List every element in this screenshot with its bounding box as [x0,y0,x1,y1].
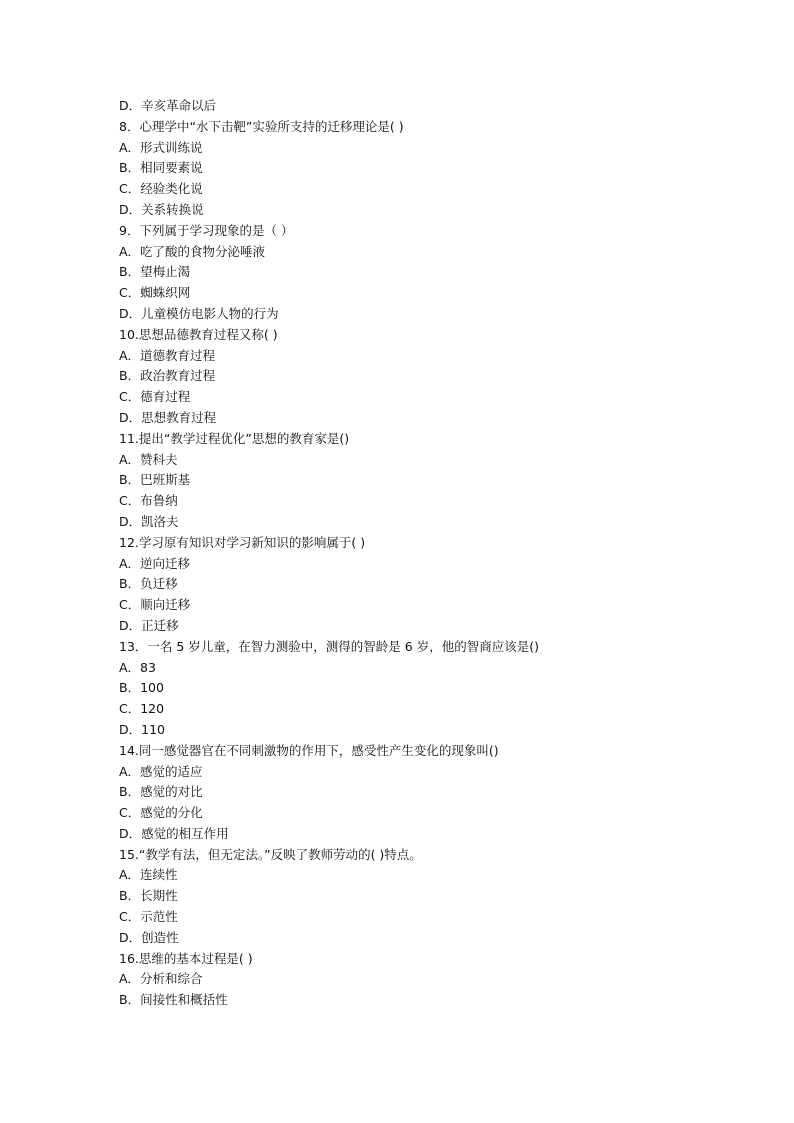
text-line: B．感觉的对比 [119,784,203,800]
text-line: 12.学习原有知识对学习新知识的影响属于( ) [119,534,366,550]
text-line: C．感觉的分化 [119,805,203,821]
text-line: C．蜘蛛织网 [119,285,191,301]
text-line: 14.同一感觉器官在不同刺激物的作用下，感受性产生变化的现象叫() [119,742,499,758]
text-line: A．道德教育过程 [119,347,216,363]
text-line: B．100 [119,680,164,696]
text-line: A．分析和综合 [119,971,203,987]
text-line: A．赞科夫 [119,451,178,467]
text-line: D．正迁移 [119,617,179,633]
text-line: C．顺向迁移 [119,597,191,613]
text-line: 13．一名 5 岁儿童，在智力测验中，测得的智龄是 6 岁，他的智商应该是() [119,638,539,654]
text-line: D．思想教育过程 [119,409,217,425]
text-line: B．望梅止渴 [119,264,191,280]
text-line: C．120 [119,701,165,717]
text-line: A．连续性 [119,867,178,883]
text-line: B．相同要素说 [119,160,203,176]
text-line: B．巴班斯基 [119,472,191,488]
text-line: A．逆向迁移 [119,555,191,571]
question-text-block [119,96,719,1011]
text-line: D．感觉的相互作用 [119,825,229,841]
text-line: C．布鲁纳 [119,493,178,509]
text-line: A．形式训练说 [119,139,203,155]
text-line: D．关系转换说 [119,201,204,217]
text-line: A．感觉的适应 [119,763,203,779]
text-line: A．吃了酸的食物分泌唾液 [119,243,266,259]
text-line: D．创造性 [119,929,179,945]
text-line: 11.提出“教学过程优化”思想的教育家是() [119,430,350,446]
text-line: A．83 [119,659,156,675]
text-line: 16.思维的基本过程是( ) [119,950,253,966]
text-line: D．110 [119,721,165,737]
text-line: C．示范性 [119,909,178,925]
text-line: C．经验类化说 [119,181,203,197]
text-line: D．凯洛夫 [119,513,179,529]
text-line: 10.思想品德教育过程又称( ) [119,326,278,342]
text-line: 8．心理学中“水下击靶”实验所支持的迁移理论是( ) [119,118,404,134]
text-line: B．长期性 [119,888,178,904]
text-line: D．儿童模仿电影人物的行为 [119,305,279,321]
text-line: B．间接性和概括性 [119,992,228,1008]
text-line: B．负迁移 [119,576,178,592]
text-line: 15.“教学有法，但无定法。”反映了教师劳动的( )特点。 [119,846,422,862]
text-line: 9．下列属于学习现象的是（ ） [119,222,294,238]
text-line: C．德育过程 [119,389,191,405]
text-line: B．政治教育过程 [119,368,216,384]
text-line: D．辛亥革命以后 [119,98,217,113]
